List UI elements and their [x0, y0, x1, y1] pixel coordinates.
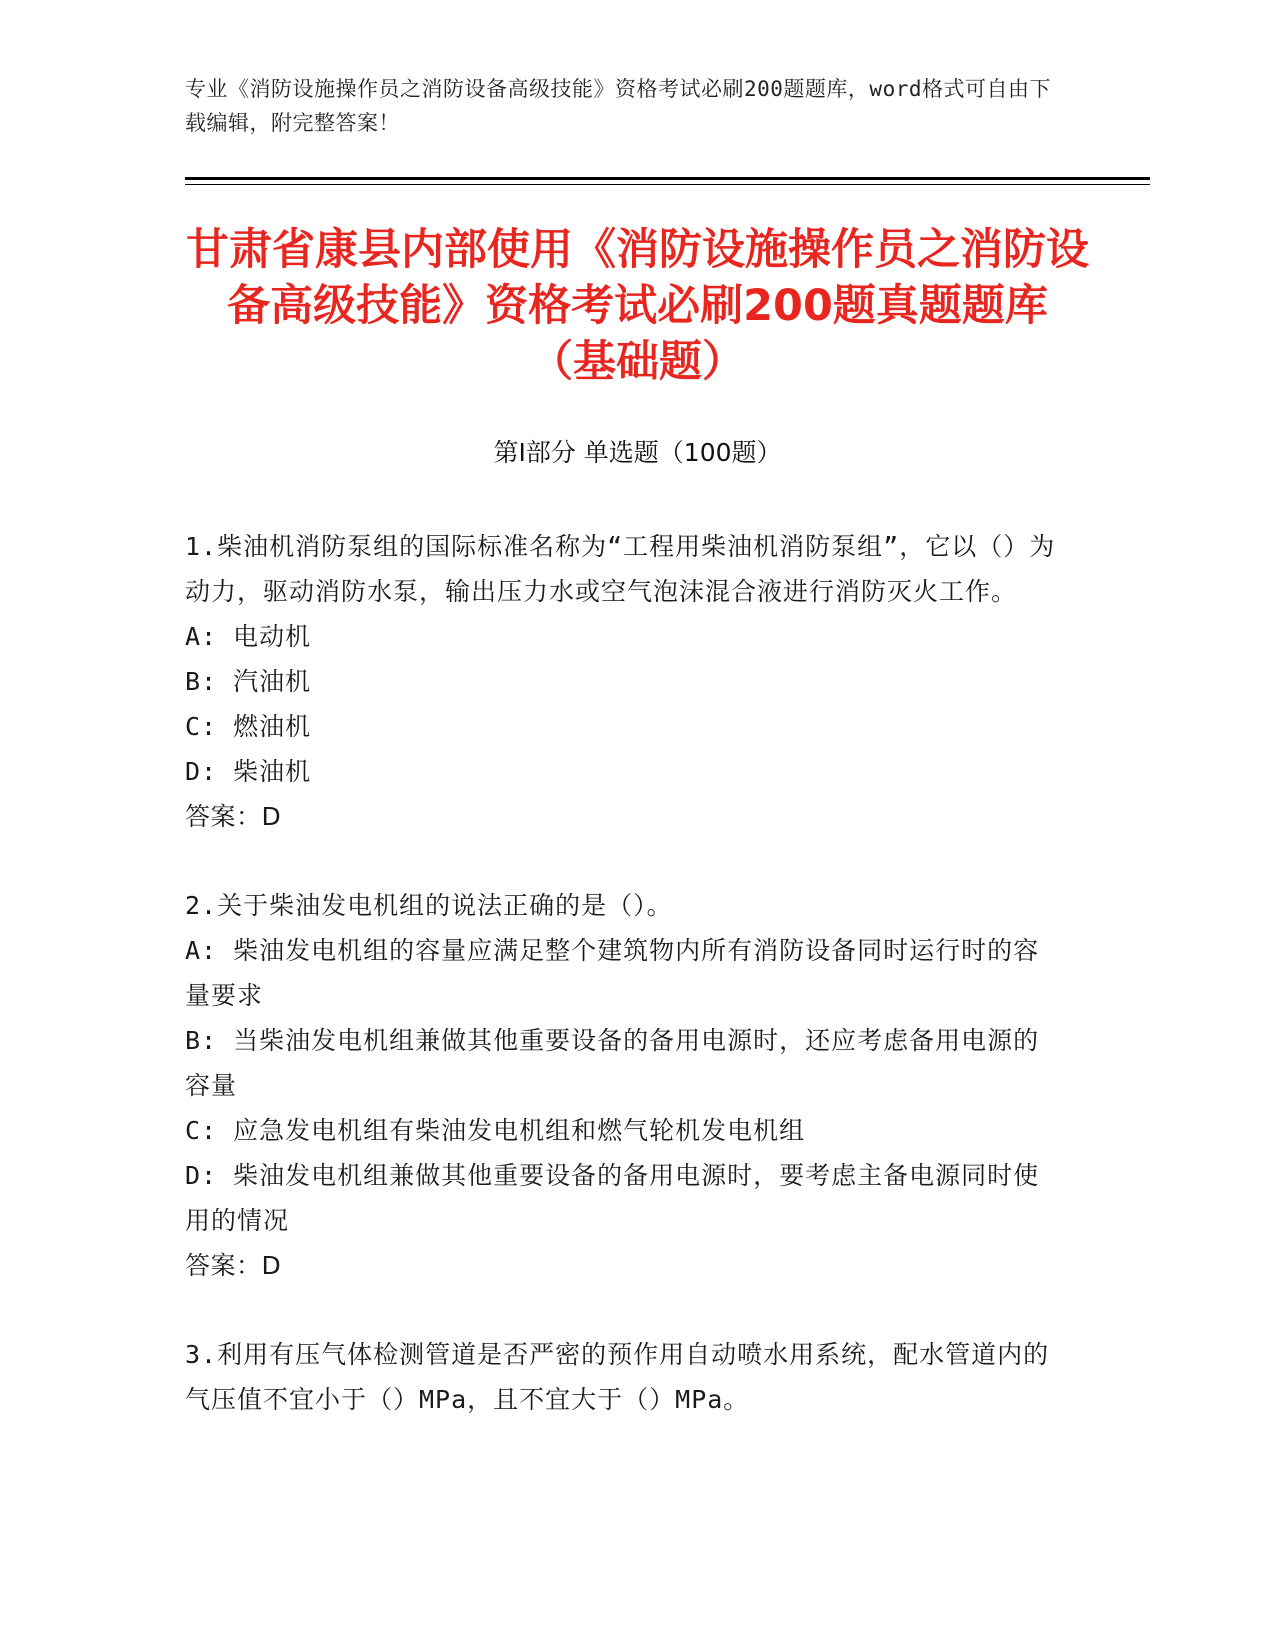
option-c: C: 应急发电机组有柴油发电机组和燃气轮机发电机组 — [185, 1116, 806, 1145]
answer: 答案：D — [185, 1251, 282, 1280]
document-title: 甘肃省康县内部使用《消防设施操作员之消防设备高级技能》资格考试必刷200题真题题库（基础题） — [186, 225, 1089, 387]
question-3 — [185, 1332, 1065, 1422]
section-heading: 第Ⅰ部分 单选题（100题） — [493, 438, 782, 467]
option-b: B: 汽油机 — [185, 667, 312, 696]
option-a: A: 柴油发电机组的容量应满足整个建筑物内所有消防设备同时运行时的容量要求 — [185, 936, 1040, 1010]
header-rule-thick — [185, 177, 1150, 180]
option-b: B: 当柴油发电机组兼做其他重要设备的备用电源时，还应考虑备用电源的容量 — [185, 1026, 1040, 1100]
question-stem: 2.关于柴油发电机组的说法正确的是（）。 — [185, 891, 673, 920]
question-list — [185, 524, 1065, 1466]
option-a: A: 电动机 — [185, 622, 312, 651]
question-1 — [185, 524, 1065, 839]
answer: 答案：D — [185, 802, 282, 831]
header-note: 专业《消防设施操作员之消防设备高级技能》资格考试必刷200题题库，word格式可自由下载编辑，附完整答案！ — [185, 77, 1051, 135]
option-d: D: 柴油发电机组兼做其他重要设备的备用电源时，要考虑主备电源同时使用的情况 — [185, 1161, 1040, 1235]
option-d: D: 柴油机 — [185, 757, 312, 786]
question-stem: 3.利用有压气体检测管道是否严密的预作用自动喷水用系统，配水管道内的气压值不宜小于（）MPa，且不宜大于（）MPa。 — [185, 1340, 1050, 1414]
question-stem: 1.柴油机消防泵组的国际标准名称为“工程用柴油机消防泵组”，它以（）为动力，驱动消防水泵，输出压力水或空气泡沫混合液进行消防灭火工作。 — [185, 532, 1056, 606]
question-2 — [185, 883, 1065, 1288]
header-rule-thin — [185, 184, 1150, 185]
option-c: C: 燃油机 — [185, 712, 312, 741]
